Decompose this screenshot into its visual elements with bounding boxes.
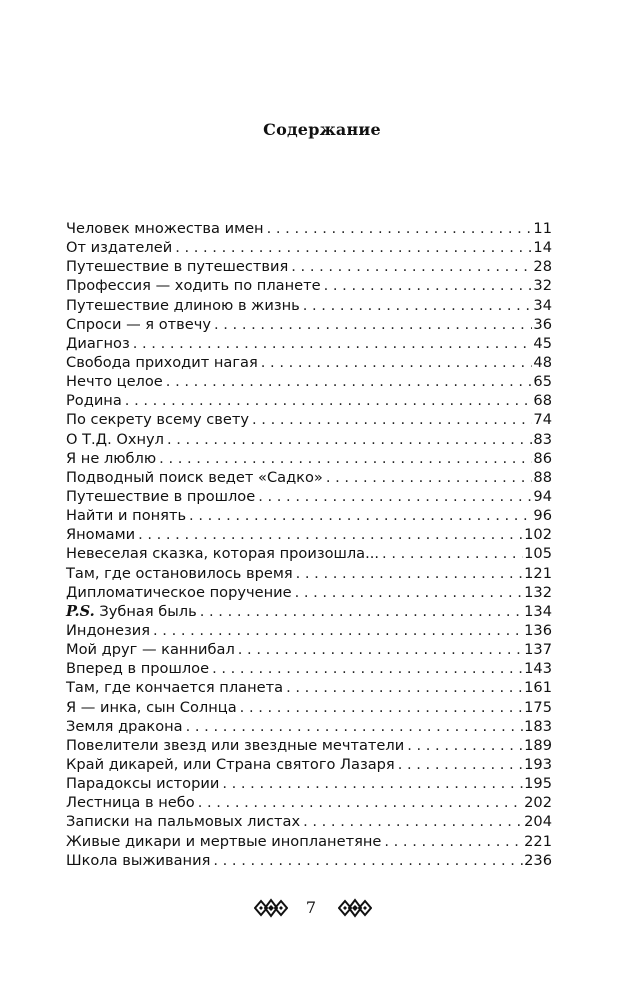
toc-entry-title — [66, 851, 213, 870]
toc-entry-title-prefix: P.S. — [66, 602, 95, 620]
toc-entry — [66, 755, 552, 774]
toc-dot-leader — [295, 583, 524, 602]
toc-entry-title-text: Нечто целое — [66, 373, 163, 391]
toc-entry-title-text: Яномами — [66, 526, 136, 544]
toc-entry-page: 86 — [533, 449, 552, 467]
toc-entry — [66, 793, 552, 812]
toc-entry — [66, 525, 552, 544]
toc-dot-leader — [252, 410, 532, 429]
toc-entry-page: 65 — [533, 373, 552, 391]
toc-dot-leader — [326, 468, 533, 487]
toc-entry-title-text: Индонезия — [66, 621, 151, 639]
toc-entry-title — [66, 238, 175, 257]
toc-entry-title — [66, 736, 407, 755]
toc-entry-page: 193 — [524, 755, 552, 773]
toc-entry-page: 28 — [533, 258, 552, 276]
toc-entry-title — [66, 640, 238, 659]
toc-entry-page: 36 — [533, 315, 552, 333]
toc-entry — [66, 353, 552, 372]
toc-dot-leader — [159, 449, 532, 468]
toc-entry-title — [66, 296, 303, 315]
toc-entry-page: 202 — [524, 794, 552, 812]
toc-dot-leader — [214, 315, 532, 334]
toc-entry-title-text: Путешествие длиною в жизнь — [66, 296, 300, 314]
toc-dot-leader — [258, 487, 532, 506]
toc-entry-title — [66, 468, 326, 487]
toc-dot-leader — [238, 640, 523, 659]
page-title: Содержание — [263, 120, 381, 139]
toc-entry — [66, 506, 552, 525]
toc-entry-title-text: По секрету всему свету — [66, 411, 250, 429]
toc-dot-leader — [407, 736, 523, 755]
toc-entry — [66, 449, 552, 468]
toc-entry-page: 175 — [524, 698, 552, 716]
toc-entry — [66, 717, 552, 736]
toc-entry-title — [66, 430, 167, 449]
toc-entry-page: 48 — [533, 353, 552, 371]
toc-entry-page: 134 — [524, 602, 552, 620]
toc-entry-title — [66, 659, 212, 678]
toc-entry-title-text: Вперед в прошлое — [66, 660, 210, 678]
toc-entry-title — [66, 717, 186, 736]
toc-dot-leader — [198, 793, 523, 812]
toc-entry-title — [66, 774, 222, 793]
diamond-ornament-icon — [254, 896, 288, 920]
toc-entry-title — [66, 812, 303, 831]
toc-entry — [66, 659, 552, 678]
toc-entry — [66, 334, 552, 353]
toc-dot-leader — [382, 544, 523, 563]
diamond-ornament-icon — [338, 896, 372, 920]
toc-entry-title-text: Край дикарей, или Страна святого Лазаря — [66, 755, 395, 773]
page-number: 7 — [305, 898, 317, 917]
toc-dot-leader — [267, 219, 533, 238]
toc-dot-leader — [240, 698, 523, 717]
toc-entry — [66, 468, 552, 487]
toc-entry-title — [66, 678, 286, 697]
toc-entry-title — [66, 372, 166, 391]
toc-entry-page: 45 — [533, 334, 552, 352]
toc-entry — [66, 410, 552, 429]
toc-entry-title — [66, 506, 189, 525]
toc-entry-page: 102 — [524, 526, 552, 544]
toc-entry-title-text: Подводный поиск ведет «Садко» — [66, 468, 323, 486]
toc-entry-title — [66, 698, 240, 717]
toc-dot-leader — [138, 525, 523, 544]
toc-entry — [66, 640, 552, 659]
toc-entry-page: 34 — [533, 296, 552, 314]
toc-entry-page: 143 — [524, 660, 552, 678]
toc-entry — [66, 698, 552, 717]
toc-entry — [66, 851, 552, 870]
toc-entry — [66, 487, 552, 506]
toc-entry — [66, 678, 552, 697]
toc-entry — [66, 602, 552, 621]
toc-entry-title-text: Живые дикари и мертвые инопланетяне — [66, 832, 382, 850]
toc-entry-title-text: Диагноз — [66, 334, 130, 352]
toc-entry-title-text: Школа выживания — [66, 851, 211, 869]
toc-entry-page: 96 — [533, 507, 552, 525]
toc-entry-title-text: Зубная быль — [99, 602, 197, 620]
toc-entry-title-text: О Т.Д. Охнул — [66, 430, 164, 448]
toc-dot-leader — [166, 372, 533, 391]
toc-entry-page: 236 — [524, 851, 552, 869]
toc-entry-title — [66, 832, 384, 851]
toc-dot-leader — [384, 832, 523, 851]
toc-dot-leader — [296, 564, 524, 583]
toc-entry-title-text: Там, где остановилось время — [66, 564, 293, 582]
toc-entry-title-text: От издателей — [66, 239, 173, 257]
toc-entry — [66, 372, 552, 391]
toc-entry-title-text: Найти и понять — [66, 507, 187, 525]
toc-entry-title — [66, 602, 200, 621]
toc-dot-leader — [153, 621, 523, 640]
toc-entry — [66, 583, 552, 602]
toc-dot-leader — [167, 430, 532, 449]
toc-entry-page: 137 — [524, 641, 552, 659]
toc-entry-title-text: Родина — [66, 392, 122, 410]
toc-dot-leader — [222, 774, 523, 793]
toc-entry-title-text: Человек множества имен — [66, 220, 264, 237]
toc-entry — [66, 832, 552, 851]
toc-entry-title-text: Спроси — я отвечу — [66, 315, 211, 333]
toc-entry — [66, 219, 552, 238]
toc-dot-leader — [398, 755, 523, 774]
toc-entry-page: 136 — [524, 621, 552, 639]
toc-entry-title — [66, 257, 291, 276]
toc-entry — [66, 736, 552, 755]
toc-entry-title — [66, 564, 296, 583]
toc-dot-leader — [303, 812, 523, 831]
toc-dot-leader — [303, 296, 533, 315]
toc-entry-page: 83 — [533, 430, 552, 448]
toc-entry-title — [66, 391, 125, 410]
toc-entry-title-text: Мой друг — каннибал — [66, 641, 235, 659]
toc-entry — [66, 238, 552, 257]
toc-entry-title — [66, 583, 295, 602]
toc-entry-page: 189 — [524, 736, 552, 754]
toc-entry — [66, 296, 552, 315]
toc-entry-title — [66, 334, 133, 353]
toc-entry-title — [66, 315, 214, 334]
toc-entry-title-text: Там, где кончается планета — [66, 679, 284, 697]
toc-entry — [66, 812, 552, 831]
toc-dot-leader — [213, 851, 523, 870]
toc-dot-leader — [261, 353, 533, 372]
toc-entry-title-text: Я не люблю — [66, 449, 157, 467]
toc-entry — [66, 391, 552, 410]
toc-entry-page: 88 — [533, 468, 552, 486]
toc-entry-page: 195 — [524, 775, 552, 793]
toc-dot-leader — [291, 257, 532, 276]
toc-dot-leader — [200, 602, 523, 621]
toc-entry — [66, 315, 552, 334]
toc-dot-leader — [212, 659, 523, 678]
toc-entry — [66, 430, 552, 449]
toc-entry-title-text: Земля дракона — [66, 717, 183, 735]
toc-dot-leader — [186, 717, 524, 736]
toc-entry-page: 94 — [533, 487, 552, 505]
table-of-contents — [66, 219, 552, 870]
toc-entry — [66, 564, 552, 583]
toc-entry — [66, 276, 552, 295]
toc-entry-page: 204 — [524, 813, 552, 831]
toc-entry-title-text: Лестница в небо — [66, 794, 195, 812]
toc-entry-title-text: Повелители звезд или звездные мечтатели — [66, 736, 405, 754]
toc-dot-leader — [175, 238, 532, 257]
toc-entry-title-text: Дипломатическое поручение — [66, 583, 292, 601]
toc-entry-title-text: Я — инка, сын Солнца — [66, 698, 237, 716]
toc-entry-title-text: Записки на пальмовых листах — [66, 813, 301, 831]
toc-entry-page: 68 — [533, 392, 552, 410]
toc-entry-title — [66, 544, 382, 563]
toc-dot-leader — [324, 276, 533, 295]
toc-entry-title-text: Невеселая сказка, которая произошла... — [66, 545, 380, 563]
toc-entry-title — [66, 449, 159, 468]
toc-entry-title-text: Путешествие в путешествия — [66, 258, 289, 276]
toc-entry-title — [66, 487, 258, 506]
toc-entry-title — [66, 793, 198, 812]
toc-entry-page: 11 — [533, 220, 552, 237]
toc-entry-title — [66, 219, 267, 238]
toc-entry — [66, 544, 552, 563]
toc-dot-leader — [189, 506, 532, 525]
toc-entry-title — [66, 276, 324, 295]
toc-entry-page: 14 — [533, 239, 552, 257]
toc-entry — [66, 257, 552, 276]
toc-entry-page: 121 — [524, 564, 552, 582]
toc-entry-page: 105 — [524, 545, 552, 563]
toc-entry-title — [66, 755, 398, 774]
toc-entry-title — [66, 410, 252, 429]
toc-entry-title-text: Парадоксы истории — [66, 775, 220, 793]
toc-entry — [66, 774, 552, 793]
toc-entry-page: 74 — [533, 411, 552, 429]
toc-entry-title — [66, 353, 261, 372]
toc-entry-title-text: Профессия — ходить по планете — [66, 277, 321, 295]
toc-entry-page: 221 — [524, 832, 552, 850]
toc-entry — [66, 621, 552, 640]
page-footer — [0, 896, 644, 922]
toc-entry-title-text: Свобода приходит нагая — [66, 353, 258, 371]
toc-dot-leader — [286, 678, 523, 697]
toc-entry-title-text: Путешествие в прошлое — [66, 487, 256, 505]
toc-entry-title — [66, 621, 153, 640]
toc-entry-page: 161 — [524, 679, 552, 697]
toc-dot-leader — [125, 391, 533, 410]
toc-entry-page: 183 — [524, 717, 552, 735]
toc-entry-title — [66, 525, 138, 544]
toc-entry-page: 32 — [533, 277, 552, 295]
toc-entry-page: 132 — [524, 583, 552, 601]
toc-dot-leader — [133, 334, 533, 353]
